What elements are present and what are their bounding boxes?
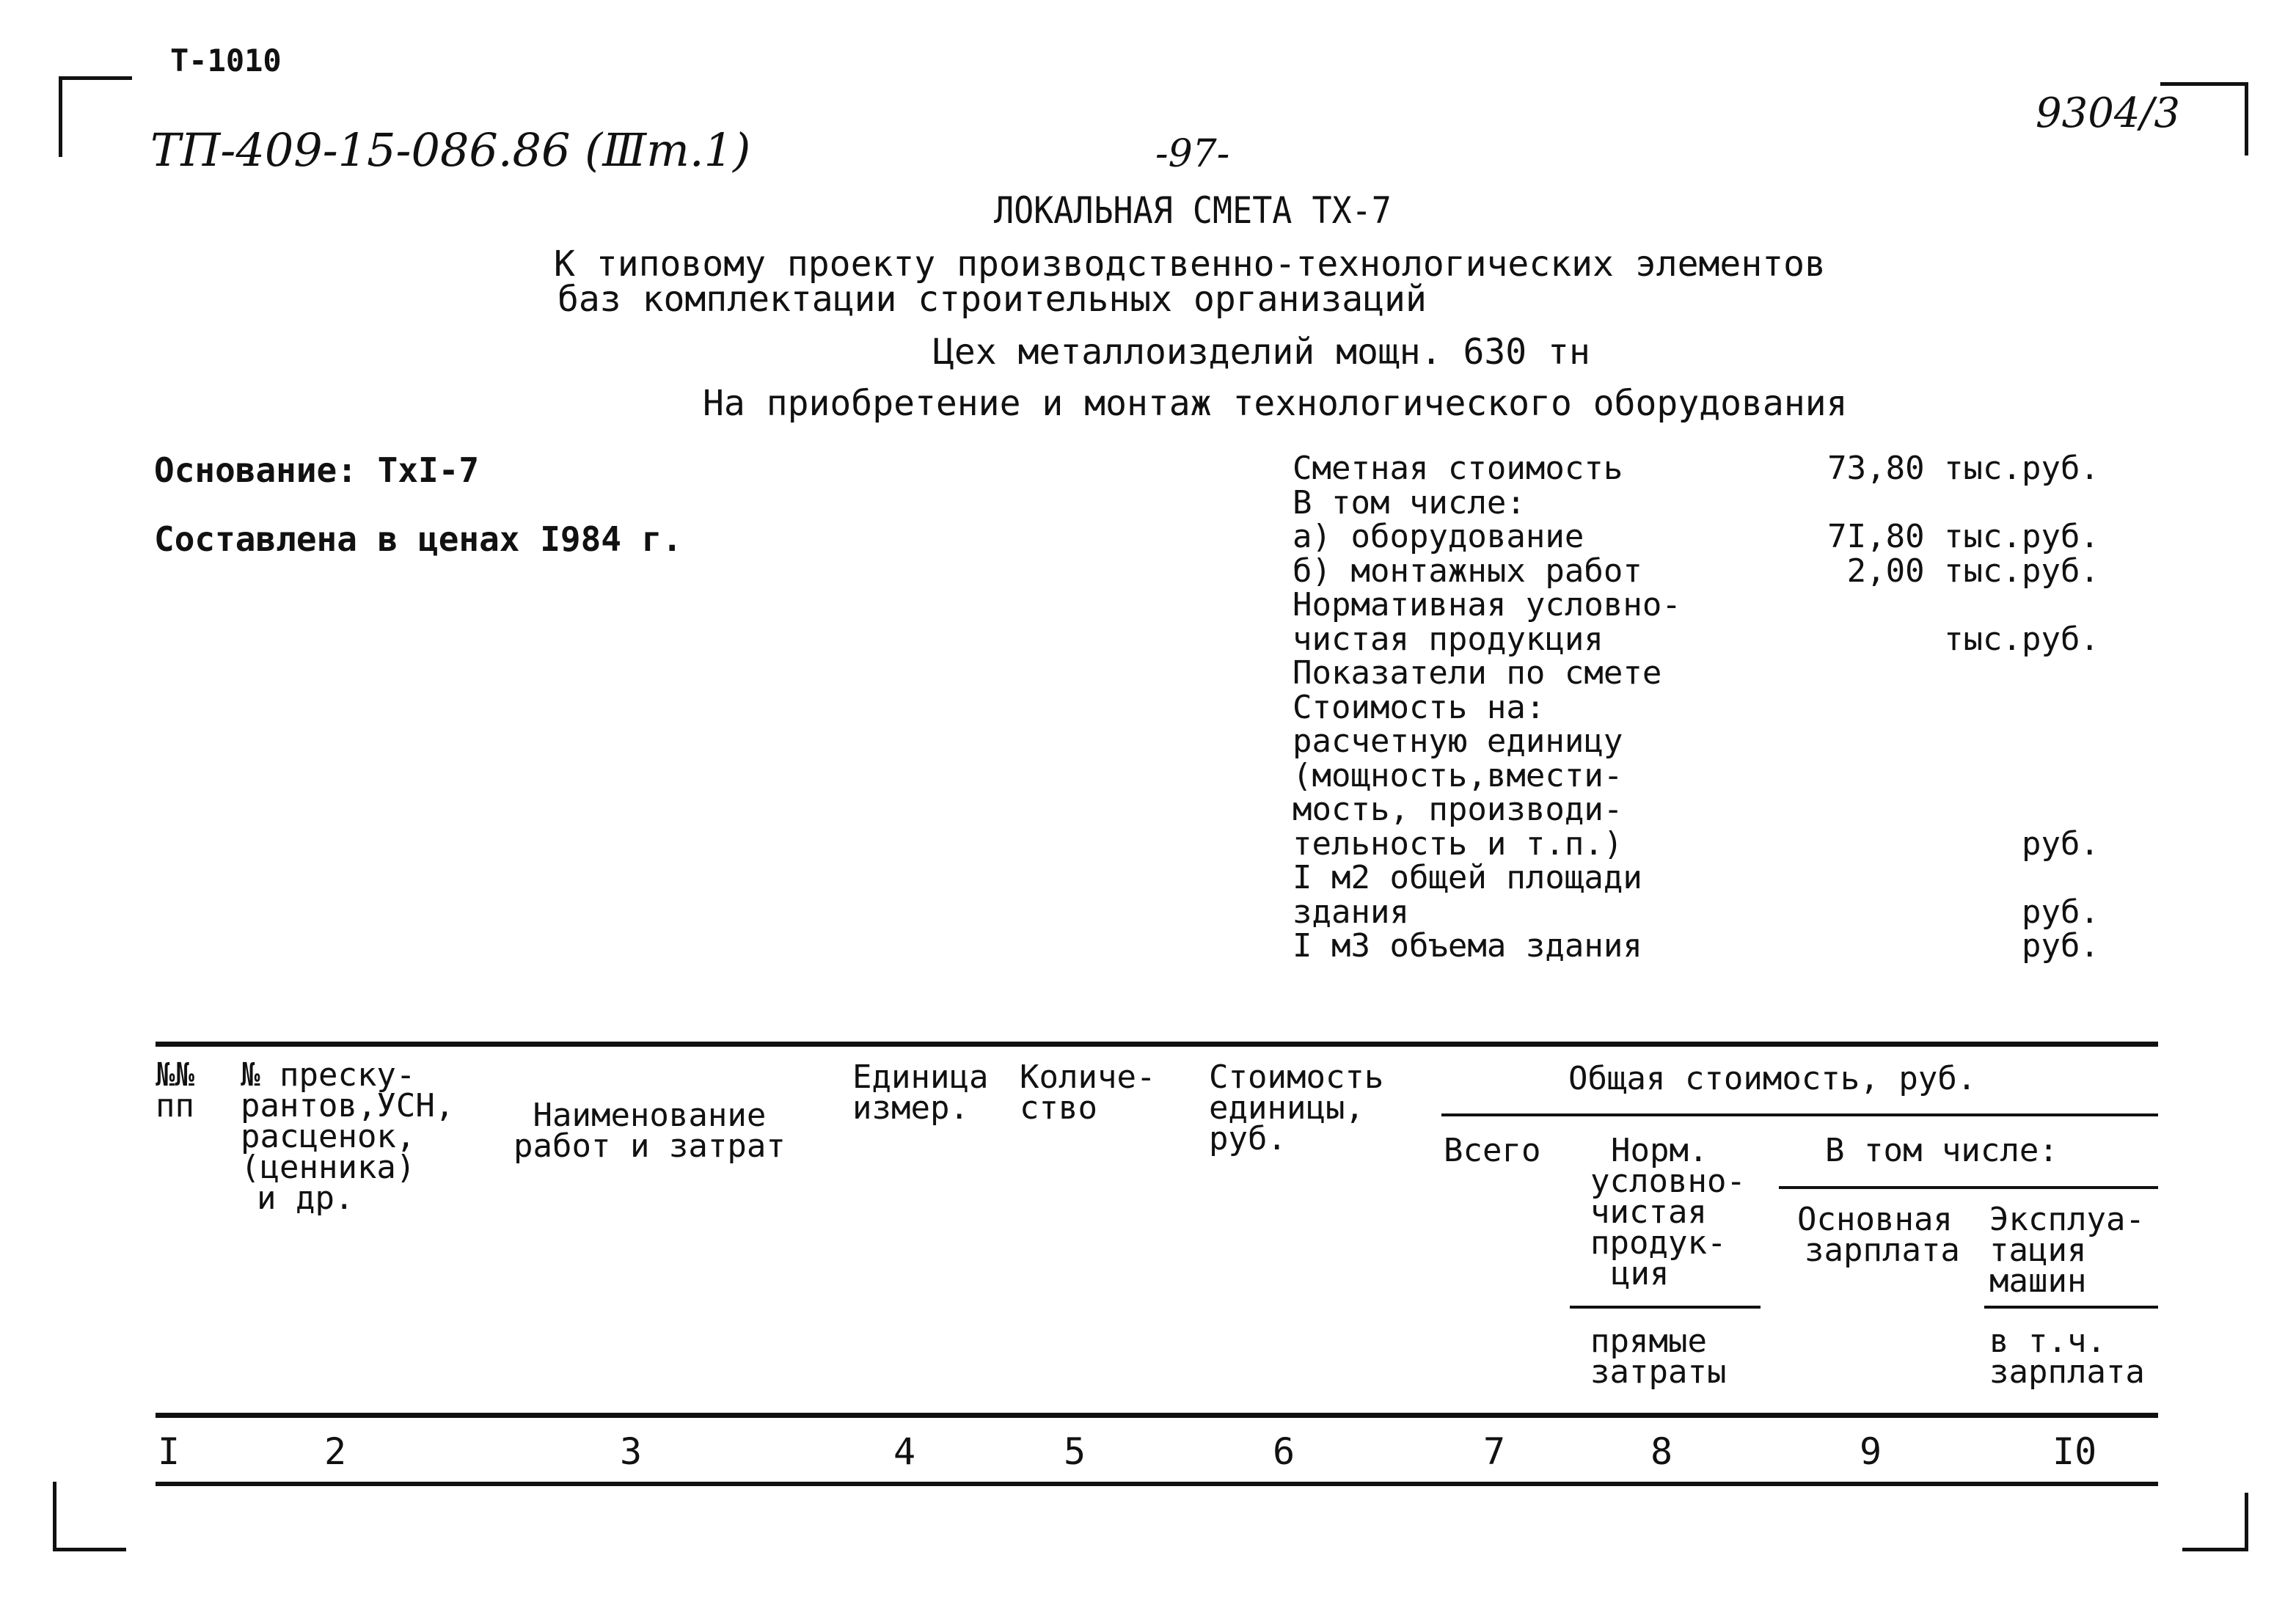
group-header-rule — [1441, 1113, 2158, 1116]
included-header: В том числе: — [1825, 1132, 2058, 1169]
top-code: Т-1010 — [170, 43, 282, 78]
summary-label: I м3 объема здания — [1293, 927, 1642, 965]
summary-label: Стоимость на: — [1293, 688, 1546, 726]
col10-divider-rule — [1984, 1306, 2158, 1309]
basis-prices: Составлена в ценах I984 г. — [154, 519, 683, 559]
summary-row — [1293, 756, 2099, 794]
summary-value: 73,80 тыс.руб. — [1827, 450, 2099, 487]
summary-label: I м2 общей площади — [1293, 859, 1642, 896]
header-bottom-rule — [156, 1413, 2158, 1418]
col7-header: Всего — [1444, 1132, 1541, 1169]
col10-subheader: в т.ч. зарплата — [1989, 1323, 2145, 1391]
summary-row — [1293, 656, 2099, 691]
column-number: 2 — [324, 1430, 347, 1473]
col3-header: Наименование работ и затрат — [513, 1097, 786, 1165]
subtitle-line-2: баз комплектации строительных организаций — [557, 279, 1427, 320]
col8-header: Норм. условно- чистая продук- ция — [1590, 1132, 1746, 1292]
col8-subheader: прямые затраты — [1590, 1323, 1727, 1391]
summary-label: (мощность,вмести- — [1293, 756, 1623, 794]
col4-header: Единица измер. — [852, 1058, 989, 1127]
summary-row — [1293, 452, 2099, 486]
column-number: I — [158, 1430, 180, 1473]
corner-mark-bottom-right-vertical — [2245, 1493, 2248, 1551]
summary-label: а) оборудование — [1293, 518, 1584, 555]
column-number: 5 — [1064, 1430, 1086, 1473]
column-number: 6 — [1273, 1430, 1295, 1473]
cost-summary — [1293, 452, 2099, 964]
page-number: -97- — [1155, 132, 1230, 176]
summary-label: Нормативная условно- — [1293, 586, 1681, 623]
summary-value: тыс.руб. — [1944, 620, 2099, 658]
summary-label: б) монтажных работ — [1293, 552, 1642, 590]
column-number: 7 — [1483, 1430, 1506, 1473]
summary-value: руб. — [2022, 927, 2099, 965]
summary-row — [1293, 861, 2099, 896]
summary-row — [1293, 688, 2099, 726]
project-code: ТП-409-15-086.86 (Ⅲт.1) — [150, 123, 751, 177]
summary-value: 7I,80 тыс.руб. — [1827, 518, 2099, 555]
corner-mark-top-right-vertical — [2245, 82, 2248, 156]
summary-row — [1293, 520, 2099, 555]
summary-label: мость, производи- — [1293, 791, 1623, 828]
summary-label: Сметная стоимость — [1293, 450, 1623, 487]
summary-label: расчетную единицу — [1293, 723, 1623, 760]
summary-label: В том числе: — [1293, 483, 1526, 522]
column-number: I0 — [2052, 1430, 2097, 1473]
column-number: 4 — [893, 1430, 916, 1473]
col1-header: №№ пп — [156, 1056, 194, 1124]
col5-header: Количе- ство — [1020, 1058, 1156, 1127]
numbers-bottom-rule — [156, 1482, 2158, 1486]
table-top-rule — [156, 1042, 2158, 1047]
purpose-line: На приобретение и монтаж технологического оборудования — [703, 383, 1848, 424]
workshop-line: Цех металлоизделий мощн. 630 тн — [933, 332, 1590, 373]
group-header: Общая стоимость, руб. — [1568, 1060, 1977, 1097]
summary-label: чистая продукция — [1293, 620, 1604, 658]
corner-mark-bottom-left-vertical — [53, 1482, 56, 1551]
summary-row — [1293, 620, 2099, 658]
corner-mark-top-left-vertical — [59, 76, 62, 157]
col10-header: Эксплуа- тация машин — [1989, 1201, 2145, 1300]
summary-row — [1293, 929, 2099, 964]
summary-row — [1293, 725, 2099, 759]
corner-mark-bottom-right — [2182, 1548, 2248, 1551]
summary-label: здания — [1293, 893, 1409, 931]
summary-value: 2,00 тыс.руб. — [1846, 552, 2099, 590]
subtitle-line-1: К типовому проекту производственно-технологических элементов — [554, 244, 1826, 285]
col8-divider-rule — [1570, 1306, 1761, 1309]
column-number: 9 — [1860, 1430, 1882, 1473]
col2-header: № преску- рантов,УСН, расценок, (ценника) и др. — [241, 1056, 455, 1217]
corner-mark-bottom-left — [53, 1548, 126, 1551]
column-number: 3 — [620, 1430, 643, 1473]
album-code: 9304/3 — [2036, 89, 2181, 137]
summary-row — [1293, 552, 2099, 590]
summary-row — [1293, 824, 2099, 863]
basis-osnovanie: Основание: ТхI-7 — [154, 450, 480, 490]
summary-row — [1293, 793, 2099, 827]
summary-label: тельность и т.п.) — [1293, 824, 1623, 863]
summary-row — [1293, 483, 2099, 522]
included-header-rule — [1779, 1186, 2158, 1189]
summary-label: Показатели по смете — [1293, 654, 1662, 692]
summary-row — [1293, 588, 2099, 623]
summary-value: руб. — [2022, 893, 2099, 931]
column-number: 8 — [1650, 1430, 1673, 1473]
summary-value: руб. — [2022, 824, 2099, 863]
col9-header: Основная зарплата — [1797, 1201, 1960, 1269]
corner-mark-top-left — [59, 76, 132, 80]
corner-mark-top-right — [2160, 82, 2248, 86]
summary-row — [1293, 893, 2099, 931]
col6-header: Стоимость единицы, руб. — [1209, 1058, 1384, 1157]
document-title: ЛОКАЛЬНАЯ СМЕТА ТХ-7 — [994, 189, 1392, 232]
